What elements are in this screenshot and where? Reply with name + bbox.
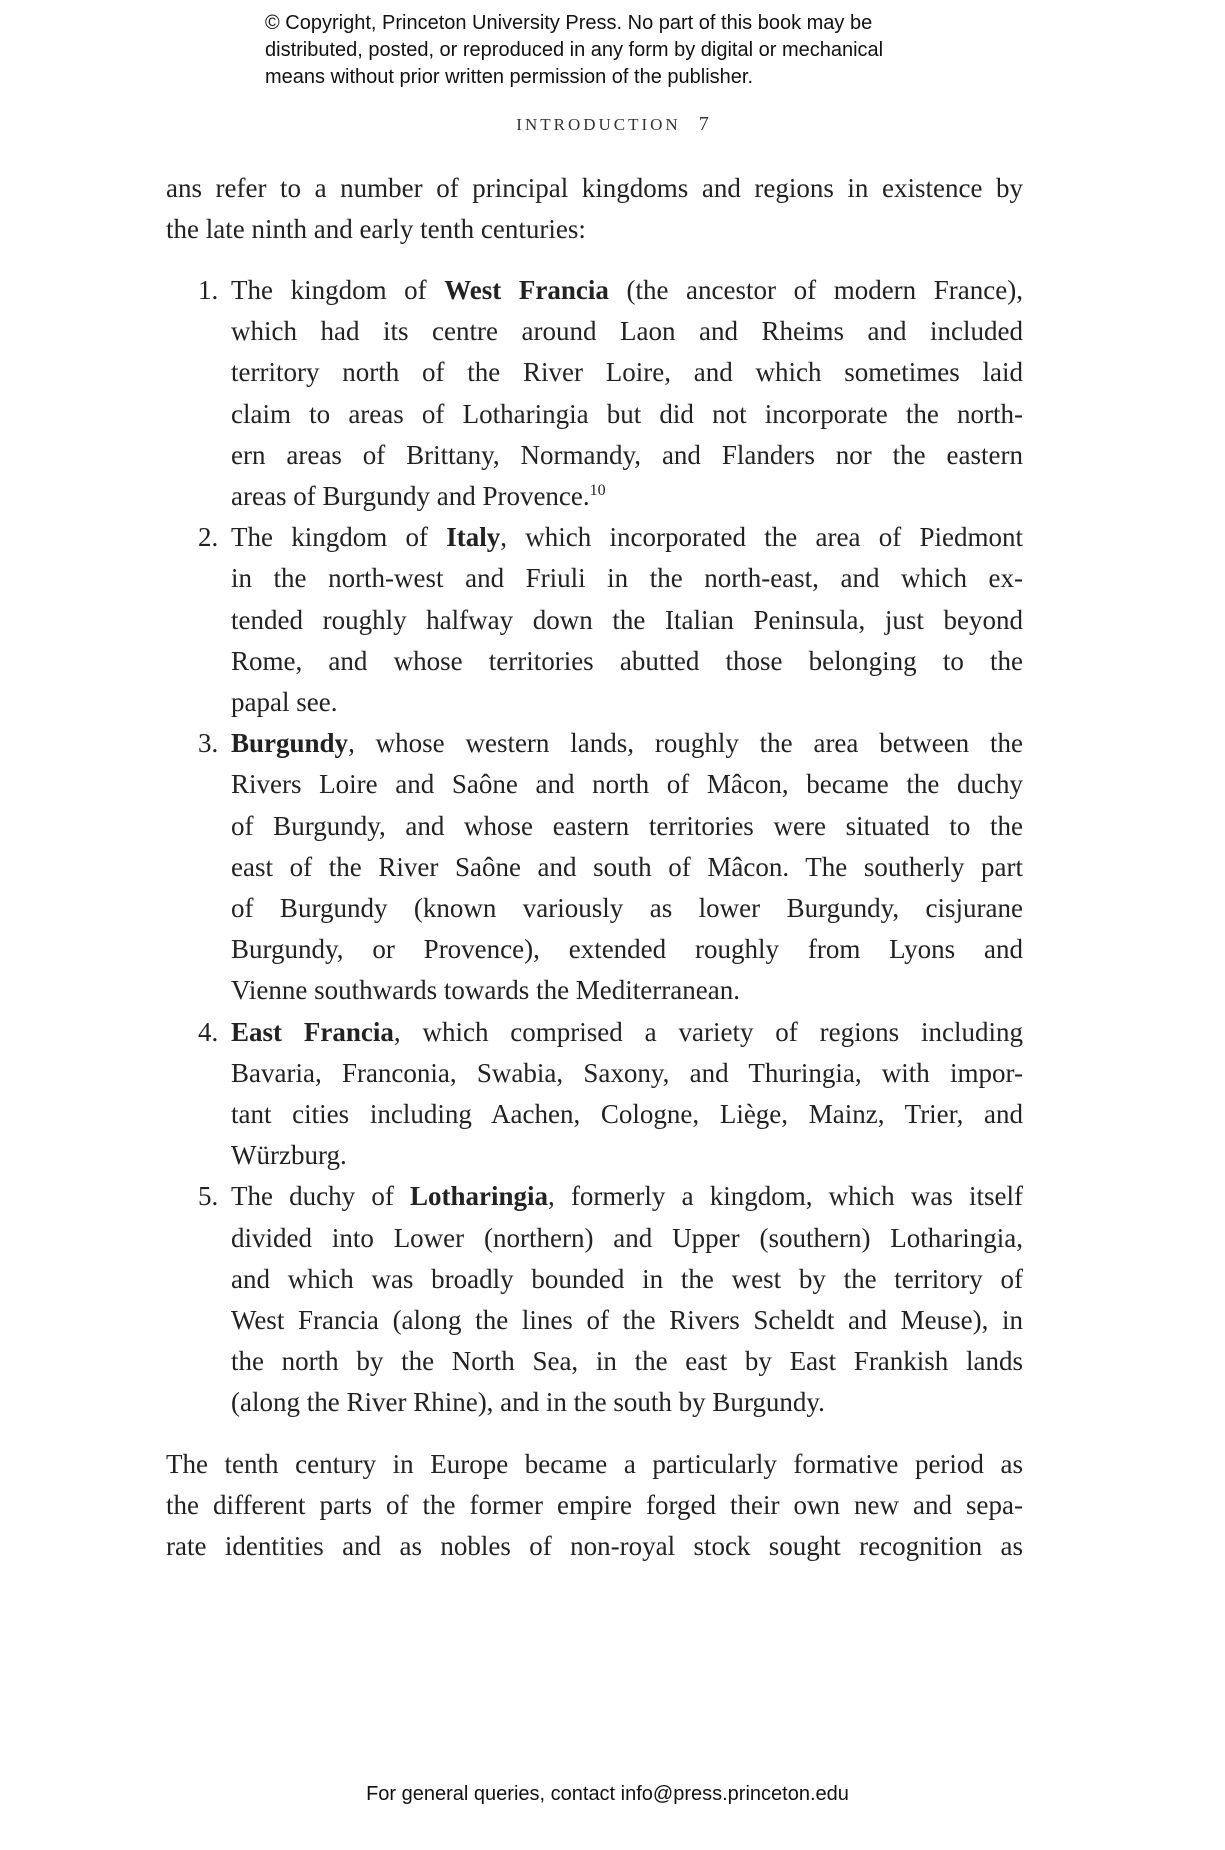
kingdom-name: Burgundy (231, 728, 349, 759)
text-run: the north by the North Sea, in the east by East Frankish lands (231, 1346, 1023, 1377)
text-line: rate identities and as nobles of non-royal stock sought recognition as (166, 1531, 1023, 1562)
text-run: , which comprised a variety of regions including (393, 1016, 1023, 1047)
text-run: (along the River Rhine), and in the south by Burgundy. (231, 1387, 825, 1418)
text-line (231, 476, 1023, 517)
text-run: areas of Burgundy and Provence. (231, 481, 590, 512)
text-run: and which was broadly bounded in the west by the territory of (231, 1263, 1023, 1294)
text-line (231, 1012, 1023, 1053)
kingdoms-list (166, 270, 1023, 1424)
notice-line: means without prior written permission of the publisher. (265, 66, 754, 88)
text-run: territory north of the River Loire, and which sometimes laid (231, 357, 1023, 388)
list-item (166, 1176, 1023, 1423)
notice-line: © Copyright, Princeton University Press. No part of this book may be (265, 12, 873, 34)
text-line (231, 723, 1023, 764)
kingdom-name: West Francia (444, 275, 609, 305)
text-run: (the ancestor of modern France), (608, 275, 1023, 305)
text-line (231, 1135, 1023, 1176)
intro-paragraph (166, 168, 1023, 250)
item-number: 4. (198, 1016, 219, 1047)
text-line (231, 888, 1023, 929)
text-run: Würzburg. (231, 1140, 347, 1171)
text-run: in the north-west and Friuli in the north-east, and which ex- (231, 563, 1023, 594)
running-head-title: INTRODUCTION (516, 115, 681, 134)
text-run: Burgundy, or Provence), extended roughly from Lyons and (231, 934, 1023, 965)
text-line: the different parts of the former empire forged their own new and sepa- (166, 1490, 1023, 1521)
text-line (231, 311, 1023, 352)
text-line (231, 1176, 1023, 1217)
list-item (166, 723, 1023, 1011)
text-line (231, 806, 1023, 847)
text-run: , which incorporated the area of Piedmont (500, 522, 1023, 553)
kingdom-name: East Francia (231, 1016, 394, 1047)
text-line (231, 558, 1023, 599)
text-run: , whose western lands, roughly the area between the (348, 728, 1023, 759)
text-run: West Francia (along the lines of the Rivers Scheldt and Meuse), in (231, 1305, 1023, 1336)
page-number: 7 (698, 113, 709, 135)
text-line (231, 929, 1023, 970)
text-run: claim to areas of Lotharingia but did not incorporate the north- (231, 398, 1023, 429)
text-line (231, 1300, 1023, 1341)
text-line (231, 394, 1023, 435)
text-line: the late ninth and early tenth centuries: (166, 214, 586, 245)
text-run: tended roughly halfway down the Italian Peninsula, just beyond (231, 604, 1023, 635)
text-line (231, 1094, 1023, 1135)
text-run: Bavaria, Franconia, Swabia, Saxony, and Thuringia, with impor- (231, 1057, 1023, 1088)
running-head (0, 113, 1225, 136)
notice-line: distributed, posted, or reproduced in any form by digital or mechanical (265, 39, 884, 61)
text-run: papal see. (231, 687, 338, 718)
text-run: The kingdom of (231, 522, 447, 553)
list-item (166, 270, 1023, 517)
text-line (231, 1259, 1023, 1300)
text-line (231, 682, 1023, 723)
text-run: Rivers Loire and Saône and north of Mâcon, became the duchy (231, 769, 1023, 800)
text-run: of Burgundy, and whose eastern territories were situated to the (231, 810, 1023, 841)
text-line (231, 435, 1023, 476)
text-run: The kingdom of (231, 275, 445, 305)
text-line (231, 517, 1023, 558)
text-line (231, 641, 1023, 682)
text-line (231, 847, 1023, 888)
item-number: 3. (198, 728, 219, 759)
text-line (231, 1341, 1023, 1382)
text-run: ern areas of Brittany, Normandy, and Flanders nor the eastern (231, 439, 1023, 470)
text-line (231, 1218, 1023, 1259)
text-line: The tenth century in Europe became a particularly formative period as (166, 1449, 1023, 1479)
item-number: 2. (198, 522, 219, 553)
footnote-ref[interactable]: 10 (589, 482, 606, 500)
text-run: east of the River Saône and south of Mâcon. The southerly part (231, 851, 1023, 882)
text-line (231, 270, 1023, 311)
text-run: The duchy of (231, 1181, 410, 1212)
text-line (231, 970, 1023, 1011)
item-number: 5. (198, 1181, 219, 1212)
text-line (231, 600, 1023, 641)
text-run: tant cities including Aachen, Cologne, Liège, Mainz, Trier, and (231, 1099, 1023, 1130)
item-number: 1. (198, 275, 219, 305)
kingdom-name: Lotharingia (409, 1181, 549, 1212)
text-line (231, 352, 1023, 393)
contact-footer: For general queries, contact info@press.princeton.edu (366, 1783, 849, 1805)
text-line: ans refer to a number of principal kingdoms and regions in existence by (166, 173, 1023, 203)
text-run: , formerly a kingdom, which was itself (548, 1181, 1023, 1212)
text-run: of Burgundy (known variously as lower Burgundy, cisjurane (231, 893, 1023, 924)
closing-paragraph (166, 1444, 1023, 1568)
copyright-notice (265, 10, 883, 91)
text-run: which had its centre around Laon and Rheims and included (231, 316, 1023, 347)
text-line (231, 1053, 1023, 1094)
text-run: Vienne southwards towards the Mediterranean. (231, 975, 740, 1006)
list-item (166, 1012, 1023, 1177)
list-item (166, 517, 1023, 723)
text-line (231, 764, 1023, 805)
text-line (231, 1382, 1023, 1423)
text-run: divided into Lower (northern) and Upper (southern) Lotharingia, (231, 1222, 1023, 1253)
text-run: Rome, and whose territories abutted those belonging to the (231, 645, 1023, 676)
kingdom-name: Italy (446, 522, 501, 553)
